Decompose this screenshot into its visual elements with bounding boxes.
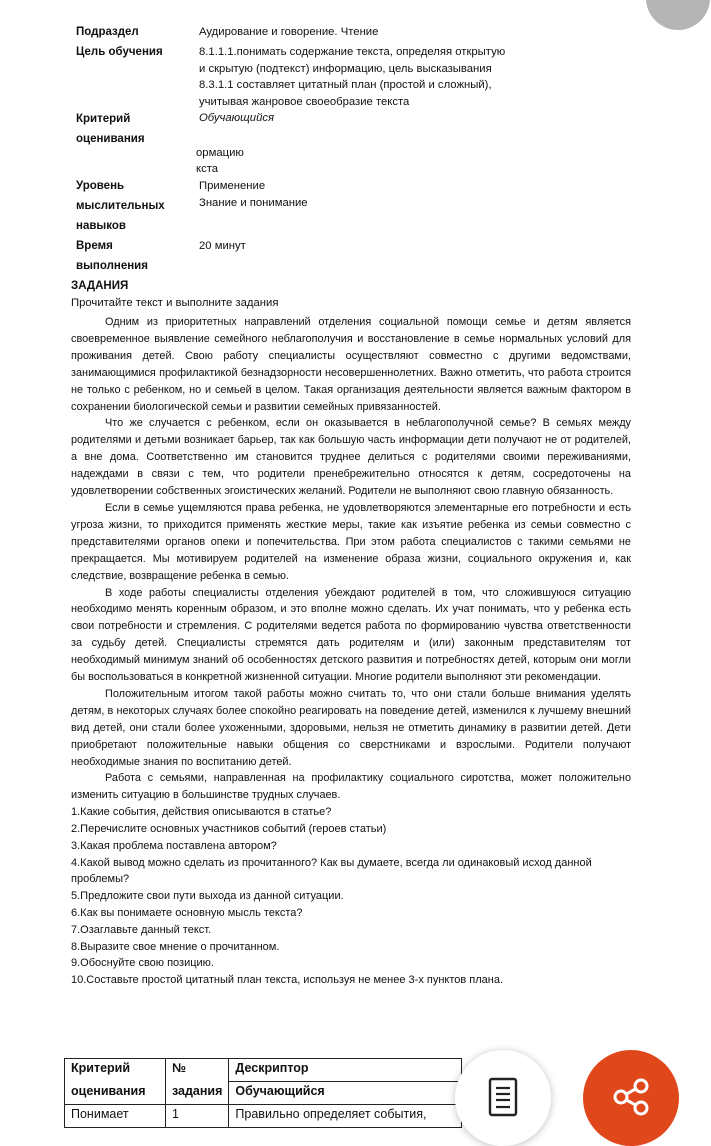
question-item: 2.Перечислите основных участников событий (героев статьи)	[71, 823, 387, 836]
tasks-heading: ЗАДАНИЯ	[71, 280, 129, 292]
table-cell: Правильно определяет события,	[229, 1105, 462, 1128]
criterion-fragment: кста	[196, 163, 219, 175]
time-label	[76, 236, 148, 276]
question-item: 9.Обоснуйте свою позицию.	[71, 957, 214, 970]
table-cell: оценивания	[65, 1082, 166, 1105]
goal-line: учитывая жанровое своеобразие текста	[199, 95, 410, 108]
text-paragraph: Если в семье ущемляются права ребенка, не удовлетворяются элементарные его потребности и есть угроза жизни, то приходится применять жесткие меры, такие как изъятие ребенка из семьи совместно с представителями органов опеки и попечительства. При этом работа специалистов с такими семьями не прекращается. Мы мотивируем родителей на изменение образа жизни, социального окружения и, как следствие, возвращение ребенка в семью.	[71, 501, 631, 582]
question-item: 1.Какие события, действия описываются в статье?	[71, 806, 332, 819]
level-label-line: Уровень	[76, 180, 125, 192]
tasks-intro: Прочитайте текст и выполните задания	[71, 297, 279, 309]
question-item: 5.Предложите свои пути выхода из данной ситуации.	[71, 890, 344, 903]
menu-button[interactable]	[646, 0, 710, 30]
subsection-value: Аудирование и говорение. Чтение	[199, 26, 379, 38]
question-item: 6.Как вы понимаете основную мысль текста?	[71, 907, 303, 920]
time-label-line: выполнения	[76, 260, 148, 272]
level-value: Знание и понимание	[199, 196, 308, 209]
time-label-line: Время	[76, 240, 113, 252]
level-values	[199, 178, 308, 211]
share-icon	[609, 1075, 653, 1122]
table-row	[65, 1105, 462, 1128]
criterion-label-line: оценивания	[76, 133, 145, 145]
goal-line: 8.1.1.1.понимать содержание текста, определяя открытую	[199, 46, 506, 58]
table-cell: Обучающийся	[229, 1082, 462, 1105]
subsection-label: Подраздел	[76, 26, 139, 38]
criterion-label	[76, 109, 145, 149]
text-paragraph: Что же случается с ребенком, если он оказывается в неблагополучной семье? В семьях между родителями и детьми возникает барьер, так как большую часть информации дети получают не от родителей, а вне дома. Соответственно им становится труднее делиться с родителями своими переживаниями, надеждами в связи с тем, что родители пренебрежительно относятся к детям, сосредоточены на удовлетворении собственных эгоистических желаний. Родители не выполняют свою главную обязанность.	[71, 417, 631, 498]
level-value: Применение	[199, 180, 266, 192]
criterion-label-line: Критерий	[76, 113, 131, 125]
question-item: 3.Какая проблема поставлена автором?	[71, 839, 277, 852]
level-label	[76, 176, 165, 236]
question-item: 8.Выразите свое мнение о прочитанном.	[71, 940, 280, 953]
table-cell: Понимает	[65, 1105, 166, 1128]
table-cell: Критерий	[65, 1059, 166, 1082]
question-item: 10.Составьте простой цитатный план текста, используя не менее 3-х пунктов плана.	[71, 974, 504, 987]
questions-list	[71, 804, 631, 989]
table-row	[65, 1059, 462, 1082]
level-label-line: мыслительных	[76, 200, 165, 212]
question-item: 7.Озаглавьте данный текст.	[71, 923, 212, 936]
table-cell: №	[166, 1059, 229, 1082]
goal-value	[199, 44, 505, 110]
table-cell: Дескриптор	[229, 1059, 462, 1082]
table-row	[65, 1082, 462, 1105]
text-paragraph: В ходе работы специалисты отделения убеждают родителей в том, что сложившуюся ситуацию необходимо менять коренным образом, и это вполне можно сделать. Их учат понимать, что у ребенка есть свои потребности и стремления. С родителями ведется работа по формированию чувства ответственности за судьбу детей. Специалисты стремятся дать родителям и (или) законным представителям тот необходимый минимум знаний об особенностях детского развития и потребностях детей, которым они могли бы воспользоваться в конкретной жизненной ситуации. Многие родители выполняют эти рекомендации.	[71, 586, 631, 684]
level-label-line: навыков	[76, 220, 126, 232]
criterion-fragment: ормацию	[196, 147, 244, 159]
document-body	[71, 278, 631, 989]
text-paragraph: Положительным итогом такой работы можно считать то, что они стали больше внимания уделять детям, в некоторых случаях более спокойно реагировать на поведение детей, изменился к лучшему внешний вид детей, они стали более ухоженными, здоровыми, нельзя не отметить динамику в развитии детей. Дети приобретают положительные навыки общения со сверстниками и взрослыми. Родители получают необходимые знания по воспитанию детей.	[71, 687, 631, 768]
criteria-table	[64, 1058, 462, 1128]
goal-line: 8.3.1.1 составляет цитатный план (простой и сложный),	[199, 79, 492, 91]
text-paragraph: Работа с семьями, направленная на профилактику социального сиротства, может положительно изменить ситуацию в большинстве трудных случаев.	[71, 772, 631, 802]
share-button[interactable]	[583, 1050, 679, 1146]
text-paragraph: Одним из приоритетных направлений отделения социальной помощи семье и детям является своевременное выявление семейного неблагополучия и восстановление в семье нормальных условий для проживания детей. Свою работу специалисты осуществляют совместно с другими ведомствами, занимающимися профилактикой безнадзорности несовершеннолетних. Важно отметить, что работа строится не только с ребенком, но и семьей в целом. Такая организация деятельности является важным фактором в сохранении биологической семьи и развитии семейных привязанностей.	[71, 316, 631, 413]
table-cell: 1	[166, 1105, 229, 1128]
time-value: 20 минут	[199, 240, 246, 252]
table-cell: задания	[166, 1082, 229, 1105]
criterion-value: Обучающийся	[199, 112, 275, 124]
goal-line: и скрытую (подтекст) информацию, цель высказывания	[199, 62, 492, 75]
goal-label: Цель обучения	[76, 46, 163, 58]
question-item: 4.Какой вывод можно сделать из прочитанного? Как вы думаете, всегда ли одинаковый исход данной проблемы?	[71, 856, 592, 886]
document-button[interactable]	[455, 1050, 551, 1146]
document-icon	[488, 1077, 518, 1120]
